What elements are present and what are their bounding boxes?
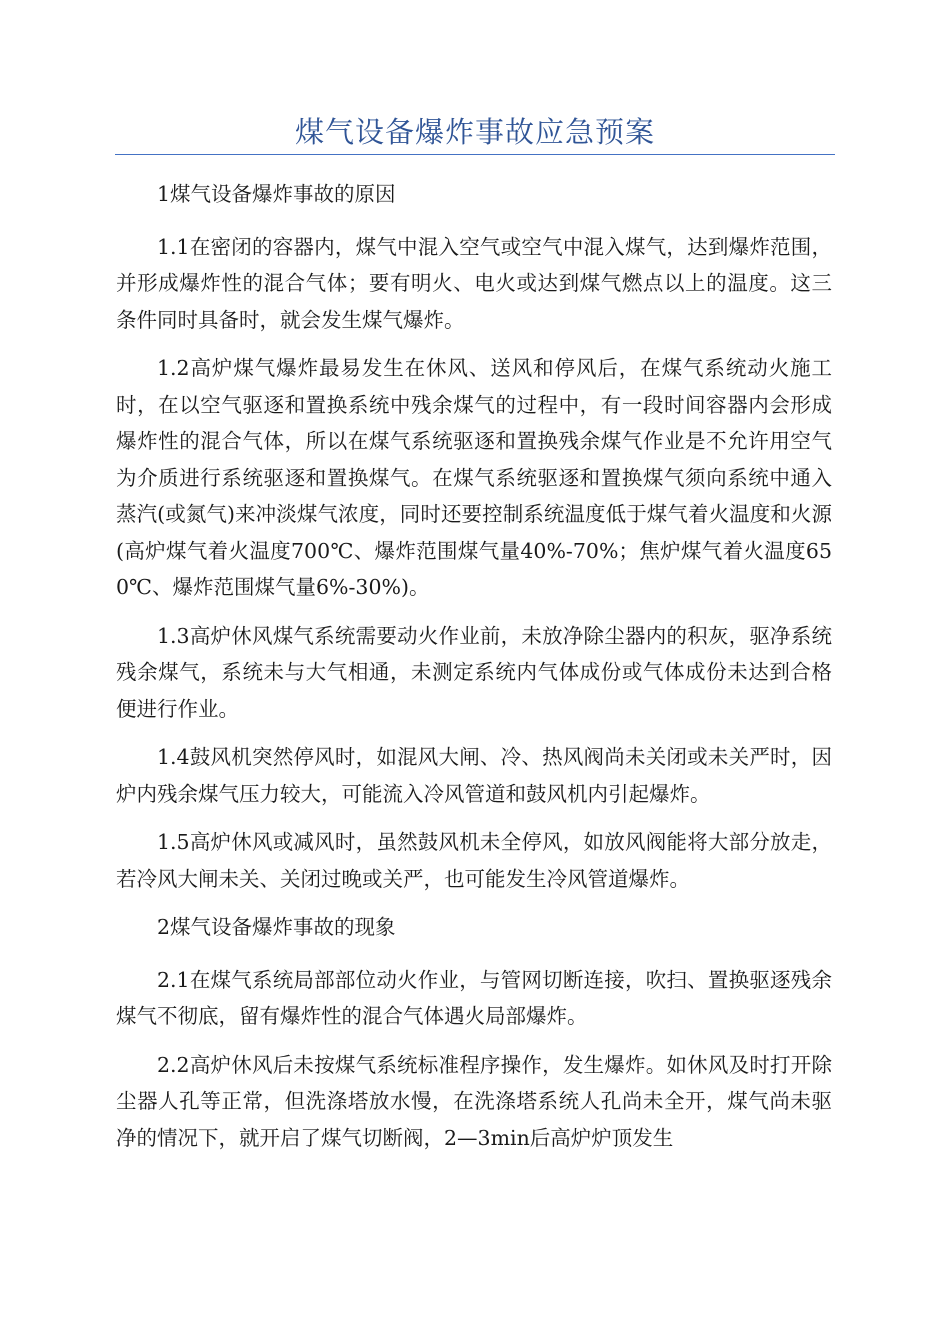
section-heading-1: 1煤气设备爆炸事故的原因 [157,182,396,206]
document-body [116,176,832,1168]
section-heading-2: 2煤气设备爆炸事故的现象 [157,915,396,939]
paragraph-1-2: 1.2高炉煤气爆炸最易发生在休风、送风和停风后，在煤气系统动火施工时，在以空气驱逐和置换系统中残余煤气的过程中，有一段时间容器内会形成爆炸性的混合气体，所以在煤气系统驱逐和置换残余煤气作业是不允许用空气为介质进行系统驱逐和置换煤气。在煤气系统驱逐和置换煤气须向系统中通入蒸汽(或氮气)来冲淡煤气浓度，同时还要控制系统温度低于煤气着火温度和火源(高炉煤气着火温度700℃、爆炸范围煤气量40%-70%；焦炉煤气着火温度650℃、爆炸范围煤气量6%-30%)。 [116,356,832,599]
paragraph-2-2: 2.2高炉休风后未按煤气系统标准程序操作，发生爆炸。如休风及时打开除尘器人孔等正常，但洗涤塔放水慢，在洗涤塔系统人孔尚未全开，煤气尚未驱净的情况下，就开启了煤气切断阀，2—3min后高炉炉顶发生 [116,1052,832,1150]
paragraph-1-3: 1.3高炉休风煤气系统需要动火作业前，未放净除尘器内的积灰，驱净系统残余煤气，系统未与大气相通，未测定系统内气体成份或气体成份未达到合格便进行作业。 [116,623,832,721]
paragraph-1-4: 1.4鼓风机突然停风时，如混风大闸、冷、热风阀尚未关闭或未关严时，因炉内残余煤气压力较大，可能流入冷风管道和鼓风机内引起爆炸。 [116,745,832,806]
document-title: 煤气设备爆炸事故应急预案 [294,115,655,149]
paragraph-1-5: 1.5高炉休风或减风时，虽然鼓风机未全停风，如放风阀能将大部分放走，若冷风大闸未关、关闭过晚或关严，也可能发生冷风管道爆炸。 [116,830,832,891]
paragraph-1-1: 1.1在密闭的容器内，煤气中混入空气或空气中混入煤气，达到爆炸范围，并形成爆炸性的混合气体；要有明火、电火或达到煤气燃点以上的温度。这三条件同时具备时，就会发生煤气爆炸。 [116,234,832,332]
paragraph-2-1: 2.1在煤气系统局部部位动火作业，与管网切断连接，吹扫、置换驱逐残余煤气不彻底，留有爆炸性的混合气体遇火局部爆炸。 [116,967,832,1028]
title-underline [115,154,835,155]
